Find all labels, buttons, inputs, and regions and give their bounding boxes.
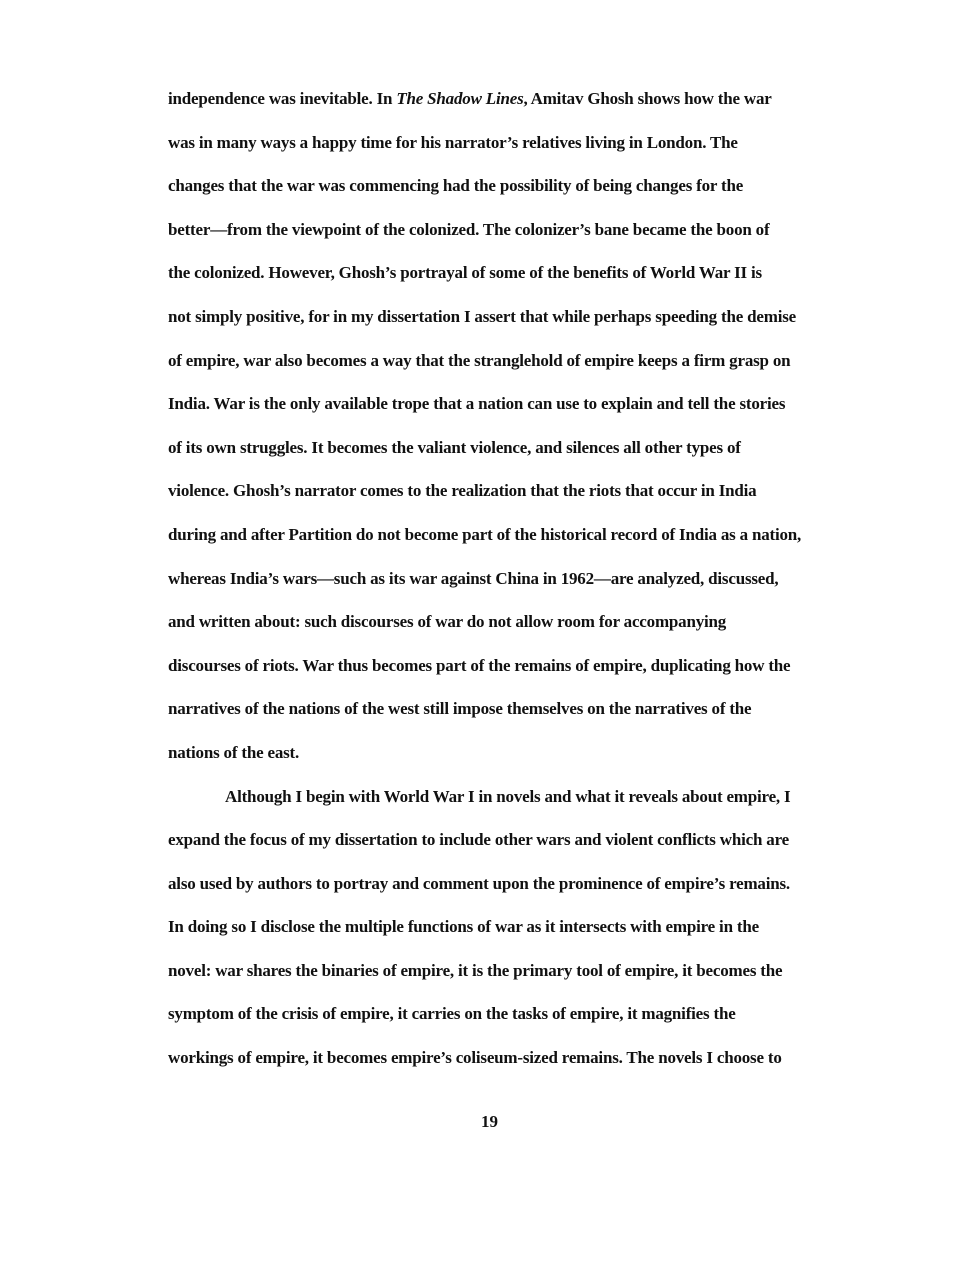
text-line: was in many ways a happy time for his narrator’s relatives living in London. The (168, 132, 738, 152)
text-line: discourses of riots. War thus becomes part of the remains of empire, duplicating how the (168, 655, 791, 675)
text-line: violence. Ghosh’s narrator comes to the realization that the riots that occur in India (168, 481, 757, 501)
text-line: during and after Partition do not become part of the historical record of India as a nation, (168, 524, 802, 544)
text-segment: independence was inevitable. In (168, 89, 397, 108)
text-line: symptom of the crisis of empire, it carries on the tasks of empire, it magnifies the (168, 1004, 736, 1024)
text-line: workings of empire, it becomes empire’s coliseum-sized remains. The novels I choose to (168, 1048, 782, 1068)
text-line: novel: war shares the binaries of empire, it is the primary tool of empire, it becomes the (168, 960, 783, 980)
text-line: also used by authors to portray and comment upon the prominence of empire’s remains. (168, 873, 790, 893)
text-line: expand the focus of my dissertation to include other wars and violent conflicts which are (168, 830, 789, 850)
text-line (168, 88, 858, 109)
text-line: nations of the east. (168, 742, 300, 762)
book-title: The Shadow Lines (396, 89, 524, 108)
body-text (168, 88, 858, 1091)
text-line: narratives of the nations of the west still impose themselves on the narratives of the (168, 699, 752, 719)
text-line: changes that the war was commencing had the possibility of being changes for the (168, 176, 744, 196)
text-line: better—from the viewpoint of the colonized. The colonizer’s bane became the boon of (168, 219, 770, 239)
text-segment: , Amitav Ghosh shows how the war (523, 89, 772, 108)
text-line: whereas India’s wars—such as its war against China in 1962—are analyzed, discussed, (168, 568, 779, 588)
text-line: and written about: such discourses of war do not allow room for accompanying (168, 612, 727, 632)
text-line: not simply positive, for in my dissertation I assert that while perhaps speeding the demise (168, 306, 796, 326)
text-line: India. War is the only available trope that a nation can use to explain and tell the stories (168, 394, 786, 414)
text-line: In doing so I disclose the multiple functions of war as it intersects with empire in the (168, 917, 759, 937)
text-line: of empire, war also becomes a way that the stranglehold of empire keeps a firm grasp on (168, 350, 791, 370)
page-number: 19 (481, 1112, 498, 1131)
text-line: the colonized. However, Ghosh’s portrayal of some of the benefits of World War II is (168, 263, 762, 283)
paragraph-first-line: Although I begin with World War I in novels and what it reveals about empire, I (225, 786, 791, 806)
text-line: of its own struggles. It becomes the valiant violence, and silences all other types of (168, 437, 741, 457)
